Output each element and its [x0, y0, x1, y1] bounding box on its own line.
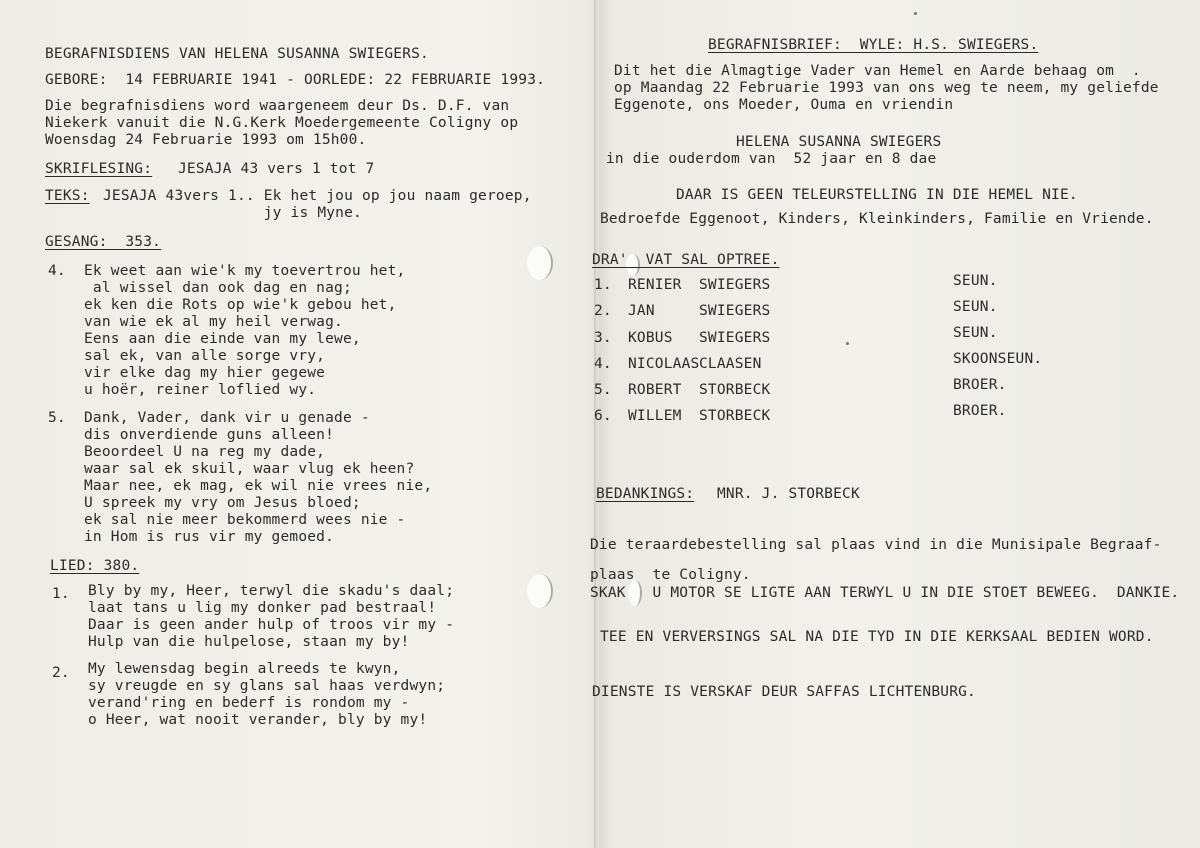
deceased-age: in die ouderdom van 52 jaar en 8 dae [606, 151, 937, 167]
bearer-last-name: STORBECK [699, 408, 771, 424]
bearer-number: 6. [594, 408, 612, 424]
verse-line: Dank, Vader, dank vir u genade - [84, 410, 370, 426]
verse-line: U spreek my vry om Jesus bloed; [84, 495, 361, 511]
tea-notice: TEE EN VERVERSINGS SAL NA DIE TYD IN DIE KERKSAAL BEDIEN WORD. [600, 629, 1154, 645]
bearer-number: 1. [594, 277, 612, 293]
bearer-first-name: JAN [628, 303, 655, 319]
letter-intro-line: Eggenote, ons Moeder, Ouma en vriendin [614, 97, 954, 113]
bearer-first-name: NICOLAAS [628, 356, 700, 372]
verse-line: al wissel dan ook dag en nag; [84, 280, 352, 296]
verse-line: u hoër, reiner loflied wy. [84, 382, 317, 398]
bearer-number: 2. [594, 303, 612, 319]
service-title: BEGRAFNISDIENS VAN HELENA SUSANNA SWIEGERS. [45, 46, 429, 62]
punch-hole [527, 574, 553, 608]
deceased-name: HELENA SUSANNA SWIEGERS [736, 134, 942, 150]
bearer-number: 3. [594, 330, 612, 346]
verse-line: Eens aan die einde van my lewe, [84, 331, 361, 347]
verse-line: Maar nee, ek mag, ek wil nie vrees nie, [84, 478, 433, 494]
verse-line: Ek weet aan wie'k my toevertrou het, [84, 263, 406, 279]
bearer-relation: SEUN. [953, 325, 998, 341]
verse-line: sy vreugde en sy glans sal haas verdwyn; [88, 678, 446, 694]
bearer-relation: BROER. [953, 403, 1007, 419]
verse-number: 1. [52, 586, 70, 602]
verse-line: ek sal nie meer bekommerd wees nie - [84, 512, 406, 528]
verse-line: verand'ring en bederf is rondom my - [88, 695, 410, 711]
verse-line: Bly by my, Heer, terwyl die skadu's daal; [88, 583, 455, 599]
left-panel-service-order [0, 0, 590, 848]
verse-line: My lewensdag begin alreeds te kwyn, [88, 661, 401, 677]
bearer-last-name: STORBECK [699, 382, 771, 398]
bearer-first-name: ROBERT [628, 382, 682, 398]
bearers-label: DRA' VAT SAL OPTREE. [592, 252, 780, 268]
verse-line: Hulp van die hulpelose, staan my by! [88, 634, 410, 650]
teks-line: JESAJA 43vers 1.. Ek het jou op jou naam geroep, [103, 188, 532, 204]
letter-intro-line: Dit het die Almagtige Vader van Hemel en Aarde behaag om . [614, 63, 1141, 79]
bearer-number: 4. [594, 356, 612, 372]
birth-death-dates: GEBORE: 14 FEBRUARIE 1941 - OORLEDE: 22 FEBRUARIE 1993. [45, 72, 546, 88]
verse-number: 5. [48, 410, 66, 426]
burial-line: plaas te Coligny. [590, 567, 751, 583]
bearer-number: 5. [594, 382, 612, 398]
skriflesing-value: JESAJA 43 vers 1 tot 7 [178, 161, 375, 177]
intro-line: Die begrafnisdiens word waargeneem deur Ds. D.F. van [45, 98, 510, 114]
bearer-last-name: SWIEGERS [699, 303, 771, 319]
letter-title: BEGRAFNISBRIEF: WYLE: H.S. SWIEGERS. [708, 37, 1039, 53]
gesang-label: GESANG: 353. [45, 234, 162, 250]
verse-number: 4. [48, 263, 66, 279]
verse-line: in Hom is rus vir my gemoed. [84, 529, 335, 545]
punch-hole [527, 246, 553, 280]
skriflesing-label: SKRIFLESING: [45, 161, 153, 177]
verse-line: van wie ek al my heil verwag. [84, 314, 343, 330]
verse-line: sal ek, van alle sorge vry, [84, 348, 326, 364]
bearer-relation: SEUN. [953, 273, 998, 289]
teks-label: TEKS: [45, 188, 90, 204]
intro-line: Niekerk vanuit die N.G.Kerk Moedergemeente Coligny op [45, 115, 519, 131]
bearer-last-name: CLAASEN [699, 356, 762, 372]
lied-label: LIED: 380. [50, 558, 140, 574]
verse-line: waar sal ek skuil, waar vlug ek heen? [84, 461, 415, 477]
services-provider: DIENSTE IS VERSKAF DEUR SAFFAS LICHTENBURG. [592, 684, 976, 700]
bedankings-label: BEDANKINGS: [596, 486, 695, 502]
bedankings-value: MNR. J. STORBECK [717, 486, 860, 502]
verse-number: 2. [52, 665, 70, 681]
bearer-last-name: SWIEGERS [699, 330, 771, 346]
right-panel-funeral-letter [590, 0, 1200, 848]
verse-line: dis onverdiende guns alleen! [84, 427, 335, 443]
letter-intro-line: op Maandag 22 Februarie 1993 van ons weg te neem, my geliefde [614, 80, 1159, 96]
verse-line: o Heer, wat nooit verander, bly by my! [88, 712, 428, 728]
bearer-first-name: WILLEM [628, 408, 682, 424]
car-lights-notice: SKAK U MOTOR SE LIGTE AAN TERWYL U IN DIE STOET BEWEEG. DANKIE. [590, 585, 1180, 601]
bearer-first-name: KOBUS [628, 330, 673, 346]
verse-line: vir elke dag my hier gegewe [84, 365, 326, 381]
verse-line: Beoordeel U na reg my dade, [84, 444, 326, 460]
motto: DAAR IS GEEN TELEURSTELLING IN DIE HEMEL NIE. [676, 187, 1078, 203]
mourners-line: Bedroefde Eggenoot, Kinders, Kleinkinders, Familie en Vriende. [600, 211, 1154, 227]
verse-line: ek ken die Rots op wie'k gebou het, [84, 297, 397, 313]
bearer-relation: SEUN. [953, 299, 998, 315]
bearer-first-name: RENIER [628, 277, 682, 293]
bearer-relation: SKOONSEUN. [953, 351, 1043, 367]
burial-line: Die teraardebestelling sal plaas vind in die Munisipale Begraaf- [590, 537, 1162, 553]
verse-line: Daar is geen ander hulp of troos vir my - [88, 617, 455, 633]
teks-line: jy is Myne. [103, 205, 362, 221]
bearer-last-name: SWIEGERS [699, 277, 771, 293]
verse-line: laat tans u lig my donker pad bestraal! [88, 600, 437, 616]
bearer-relation: BROER. [953, 377, 1007, 393]
intro-line: Woensdag 24 Februarie 1993 om 15h00. [45, 132, 367, 148]
